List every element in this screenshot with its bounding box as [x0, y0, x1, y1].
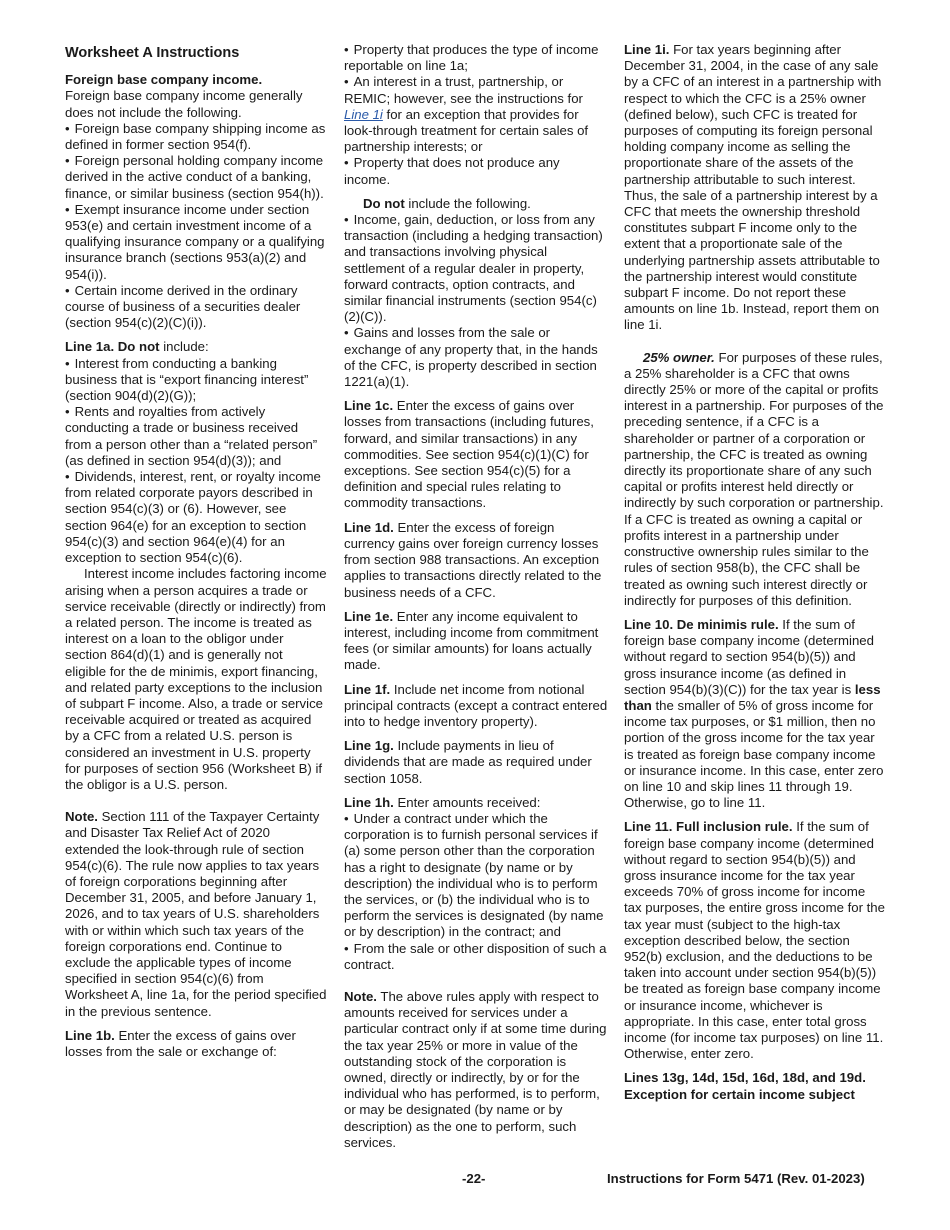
line-1g-label: Line 1g. — [344, 738, 394, 754]
line-11-text: If the sum of foreign base company income (determined without regard to section 954(b)(5)) and gross insurance income for the tax year exceeds 70% of gross income for income tax purposes, the entire gross income for the tax year must (subject to the high-tax exception described below, the section 952(b) exclusion, and the deductions to be taken into account under section 954(b)(5)) be treated as foreign base company income or insurance income, whichever is appropriate. In this case, enter total gross income (for income tax purposes) on line 11. Otherwise, enter zero. — [624, 819, 885, 1062]
line-1f-paragraph — [344, 682, 608, 731]
owner-label: 25% owner. — [643, 349, 715, 365]
line-1c-text: Enter the excess of gains over losses from transactions (including futures, forward, and similar transactions) in any commodities. See section 954(c)(1)(C) for exceptions. See section 954(c)(5) for a definition and special rules relating to commodity transactions. — [344, 398, 594, 511]
line-1b-bullet-3: • Property that does not produce any income. — [344, 155, 608, 187]
owner-paragraph — [624, 350, 886, 609]
line-1i-link[interactable]: Line 1i — [344, 106, 383, 122]
line-1i-paragraph — [624, 42, 886, 334]
line-1h-text: Enter amounts received: — [393, 794, 541, 810]
line-1f-label: Line 1f. — [344, 681, 391, 697]
do-not-include-intro — [344, 196, 608, 212]
col1-note-label: Note. — [65, 809, 98, 825]
line-1b-bullet-2-pre: An interest in a trust, partnership, or REMIC; however, see the instructions for — [344, 74, 583, 106]
page-number: -22- — [462, 1171, 486, 1186]
line-1e-paragraph — [344, 609, 608, 674]
line-1a-heading — [65, 339, 327, 355]
line-1d-text: Enter the excess of foreign currency gains over foreign currency losses from section 988 transactions. An exception applies to transactions directly related to the business needs of a CFC. — [344, 519, 602, 600]
line-10-paragraph — [624, 617, 886, 811]
line-11-paragraph — [624, 819, 886, 1062]
line-1a-interest-paragraph: Interest income includes factoring income arising when a person acquires a trade or service receivable (directly or indirectly) from a related person. The income is treated as interest on a loan to the obligor under section 864(d)(1) and is generally not eligible for the de minimis, export financing, and related party exceptions to the inclusion of subpart F income. Also, a trade or service receivable acquired or treated as acquired by a CFC from a related U.S. person is considered an investment in U.S. property for purposes of section 956 (Worksheet B) if the obligor is a U.S. person. — [65, 566, 327, 792]
col2-note — [344, 989, 608, 1151]
line-10-less-than: less than — [624, 681, 881, 713]
fbci-intro: Foreign base company income generally does not include the following. — [65, 88, 303, 120]
line-1c-paragraph — [344, 398, 608, 511]
fbci-section — [65, 72, 327, 121]
line-10-label: Line 10. De minimis rule. — [624, 616, 779, 632]
lines-13g-19d-heading: Lines 13g, 14d, 15d, 16d, 18d, and 19d. Exception for certain income subject — [624, 1070, 866, 1102]
do-not-include-text: include the following. — [404, 195, 531, 211]
col2-note-label: Note. — [344, 988, 377, 1004]
line-1b-paragraph — [65, 1028, 327, 1060]
line-1g-text: Include payments in lieu of dividends that are made as required under section 1058. — [344, 738, 592, 786]
line-1a-label: Line 1a. — [65, 339, 115, 355]
owner-text: For purposes of these rules, a 25% shareholder is a CFC that owns directly 25% or more of the capital or profits interest in a partnership. For purposes of the preceding sentence, if a CFC is a shareholder or partner of a corporation or partnership, the CFC is treated as owning directly its proportionate share of any such capital or profits interest held directly or indirectly by such corporation or partnership. If a CFC is treated as owning a capital or profits interest in a partnership under constructive ownership rules similar to the rules of section 958(b), the CFC shall be treated as owning such interest directly or indirectly for purposes of this definition. — [624, 349, 884, 608]
fbci-bullet-2: • Foreign personal holding company income derived in the active conduct of a banking, finance, or similar business (section 954(h)). — [65, 153, 327, 202]
fbci-bullet-1: • Foreign base company shipping income as defined in former section 954(f). — [65, 121, 327, 153]
do-not-include-bullet-2: • Gains and losses from the sale or exchange of any property that, in the hands of the CFC, is property described in section 1221(a)(1). — [344, 325, 608, 390]
line-10-text-b: the smaller of 5% of gross income for income tax purposes, or $1 million, then no portion of the gross income for the tax year is treated as foreign base company income or insurance income. In this case, enter zero on line 10 and skip lines 11 through 19. Otherwise, go to line 11. — [624, 697, 884, 811]
line-1i-text: For tax years beginning after December 31, 2004, in the case of any sale by a CFC of an interest in a partnership with respect to which the CFC is a 25% owner (defined below), such CFC is treated for purposes of computing its foreign personal holding company income as selling the proportionate share of the assets of the partnership attributable to such interest. Thus, the sale of a partnership interest by a CFC that meets the ownership threshold constitutes subpart F income only to the extent that a proportionate sale of the underlying partnership assets attributable to the partnership interest would constitute subpart F income. Do not report these amounts on line 1b. Instead, report them on line 1i. — [624, 42, 882, 333]
line-1b-text: Enter the excess of gains over losses from the sale or exchange of: — [65, 1027, 296, 1059]
do-not-include-bold: Do not — [363, 195, 405, 211]
line-1d-paragraph — [344, 520, 608, 601]
line-1a-bullet-3: • Dividends, interest, rent, or royalty income from related corporate payors described in section 954(c)(3) or (6). However, see section 964(e) for an exception to section 954(c)(3) and section 964(e)(4) for an exception to section 954(c)(6). — [65, 469, 327, 566]
line-1d-label: Line 1d. — [344, 519, 394, 535]
fbci-bullet-3: • Exempt insurance income under section 953(e) and certain investment income of a qualifying insurance company or a qualifying insurance branch (sections 953(a)(2) and 954(i)). — [65, 202, 327, 283]
line-1h-bullet-2: • From the sale or other disposition of such a contract. — [344, 941, 608, 973]
line-1e-text: Enter any income equivalent to interest, including income from commitment fees (or similar amounts) for loans actually made. — [344, 608, 599, 673]
column-right — [624, 42, 886, 1103]
line-11-label: Line 11. Full inclusion rule. — [624, 819, 793, 835]
line-1b-bullet-2-post: for an exception that provides for look-through treatment for certain sales of partnership interests; or — [344, 106, 589, 155]
line-1g-paragraph — [344, 738, 608, 787]
col2-note-text: The above rules apply with respect to amounts received for services under a particular contract only if at some time during the tax year 25% or more in value of the outstanding stock of the corporation is owned, directly or indirectly, by or for the individual who has performed, is to perform, or may be designated (by name or by description) as the one to perform, such services. — [344, 988, 607, 1150]
line-1c-label: Line 1c. — [344, 398, 394, 414]
line-10-text-a: If the sum of foreign base company income (determined without regard to section 954(b)(5)) and gross insurance income (as defined in section 954(b)(3)(C)) for the tax year is — [624, 616, 874, 697]
fbci-bullet-4: • Certain income derived in the ordinary course of business of a securities dealer (section 954(c)(2)(C)(i)). — [65, 283, 327, 332]
line-1i-label: Line 1i. — [624, 42, 670, 57]
line-1a-bullet-1: • Interest from conducting a banking business that is “export financing interest” (section 904(d)(2)(G)); — [65, 356, 327, 405]
do-not-include-bullet-1: • Income, gain, deduction, or loss from any transaction (including a hedging transaction) and transactions involving physical settlement of a regular dealer in property, forward contracts, option contracts, and similar financial instruments (section 954(c)(2)(C)). — [344, 212, 608, 325]
line-1b-bullet-1: • Property that produces the type of income reportable on line 1a; — [344, 42, 608, 74]
line-1b-bullet-2 — [344, 74, 608, 155]
col1-note-text: Section 111 of the Taxpayer Certainty and Disaster Tax Relief Act of 2020 extended the look-through rule of section 954(c)(6). The rule now applies to tax years of foreign corporations beginning after December 31, 2005, and before January 1, 2026, and to tax years of U.S. shareholders with or within which such tax years of the foreign corporations end. Continue to exclude the applicable types of income specified in section 954(c)(6) from Worksheet A, line 1a, for the period specified in the previous sentence. — [65, 809, 327, 1019]
line-1a-include: include: — [159, 339, 209, 355]
footer-form-title: Instructions for Form 5471 (Rev. 01-2023) — [607, 1171, 865, 1186]
line-1e-label: Line 1e. — [344, 608, 394, 624]
column-middle — [344, 42, 608, 1151]
line-1b-label: Line 1b. — [65, 1027, 115, 1043]
line-1a-do-not: Do not — [117, 339, 160, 355]
line-1h-bullet-1: • Under a contract under which the corporation is to furnish personal services if (a) some person other than the corporation has a right to designate (by name or by description) the individual who is to perform the services, or (b) the individual who is to perform the services is designated (by name or by description) in the contract; and — [344, 811, 608, 941]
line-1h-paragraph — [344, 795, 608, 811]
col1-note — [65, 809, 327, 1020]
column-left — [65, 42, 327, 1060]
line-1f-text: Include net income from notional principal contracts (except a contract entered into to hedge inventory property). — [344, 681, 608, 729]
line-1a-bullet-2: • Rents and royalties from actively conducting a trade or business received from a person other than a “related person” (as defined in section 954(d)(3)); and — [65, 404, 327, 469]
fbci-heading: Foreign base company income. — [65, 72, 263, 88]
worksheet-a-title: Worksheet A Instructions — [65, 45, 240, 61]
line-1h-label: Line 1h. — [344, 794, 394, 810]
